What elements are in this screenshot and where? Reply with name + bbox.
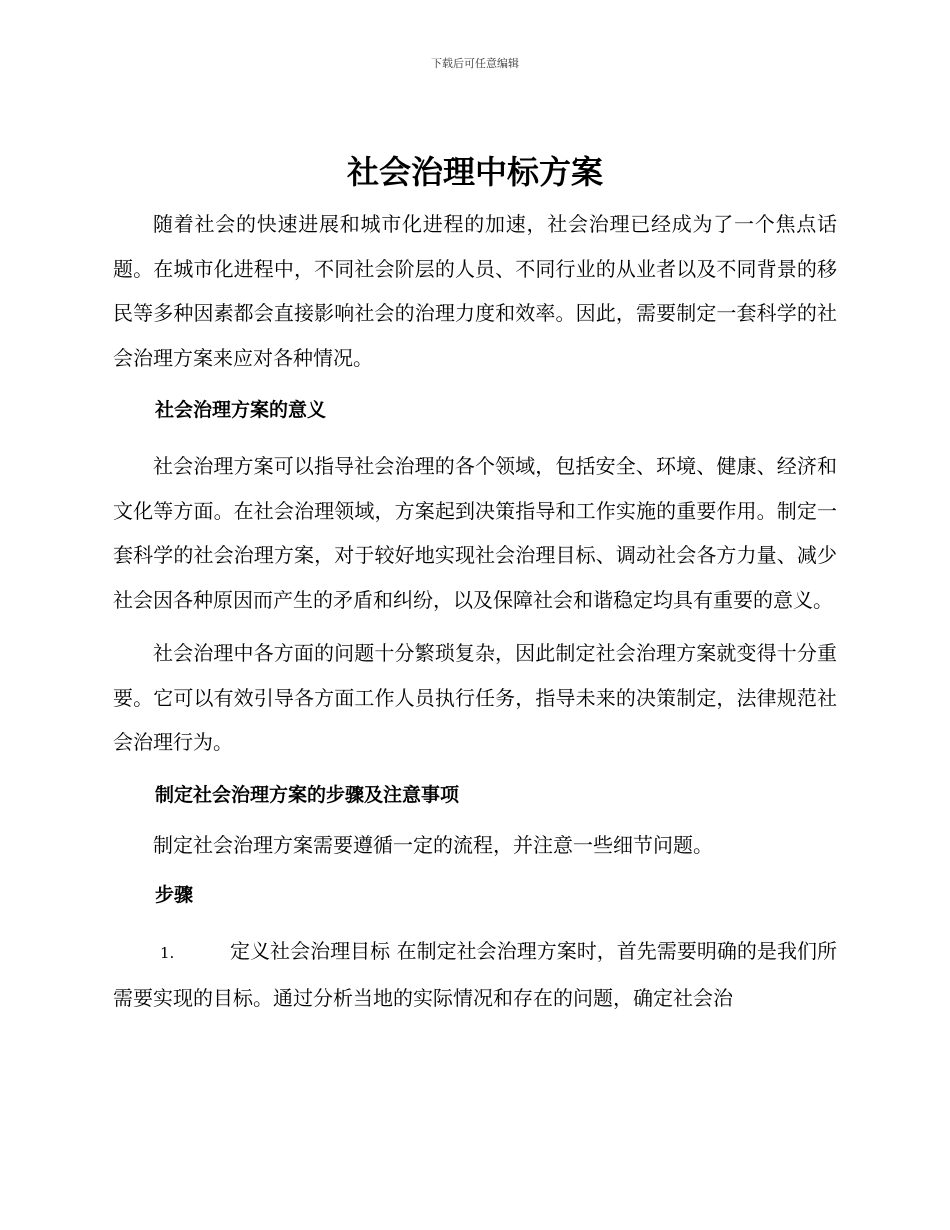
list-item-number: 1. xyxy=(160,944,175,962)
document-body xyxy=(113,200,837,1020)
section-heading-significance: 社会治理方案的意义 xyxy=(155,399,327,421)
section-heading-steps-notes: 制定社会治理方案的步骤及注意事项 xyxy=(155,783,460,806)
list-item xyxy=(113,929,837,1020)
steps-notes-paragraph: 制定社会治理方案需要遵循一定的流程，并注意一些细节问题。 xyxy=(153,832,713,857)
significance-paragraph-1: 社会治理方案可以指导社会治理的各个领域，包括安全、环境、健康、经济和文化等方面。在社会治理领域，方案起到决策指导和工作实施的重要作用。制定一套科学的社会治理方案，对于较好地实现社会治理目标、调动社会各方力量、减少社会因各种原因而产生的矛盾和纠纷，以及保障社会和谐稳定均具有重要的意义。 xyxy=(113,454,837,612)
intro-paragraph: 随着社会的快速进展和城市化进程的加速，社会治理已经成为了一个焦点话题。在城市化进程中，不同社会阶层的人员、不同行业的从业者以及不同背景的移民等多种因素都会直接影响社会的治理力度和效率。因此，需要制定一套科学的社会治理方案来应对各种情况。 xyxy=(113,212,837,370)
significance-paragraph-2: 社会治理中各方面的问题十分繁琐复杂，因此制定社会治理方案就变得十分重要。它可以有效引导各方面工作人员执行任务，指导未来的决策制定，法律规范社会治理行为。 xyxy=(113,641,837,754)
header-note: 下载后可任意编辑 xyxy=(431,57,519,70)
section-heading-steps: 步骤 xyxy=(155,884,194,906)
list-item-text: 定义社会治理目标 在制定社会治理方案时，首先需要明确的是我们所需要实现的目标。通过分析当地的实际情况和存在的问题，确定社会治 xyxy=(113,939,837,1010)
document-title: 社会治理中标方案 xyxy=(346,153,603,191)
